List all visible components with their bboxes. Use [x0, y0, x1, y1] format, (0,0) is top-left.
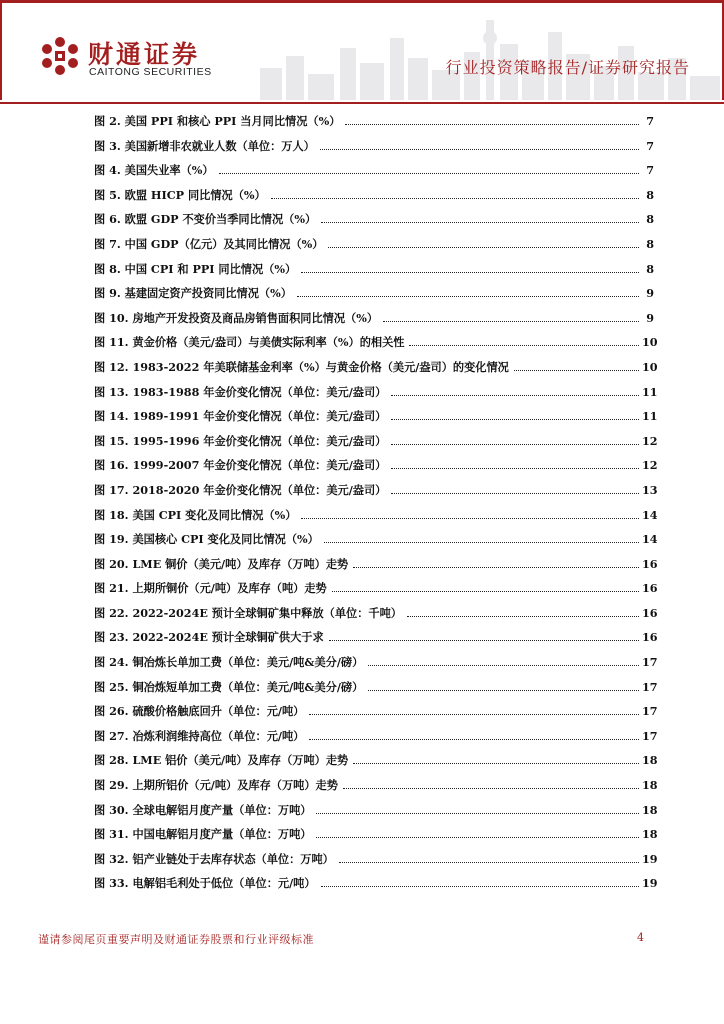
toc-entry[interactable]	[94, 236, 654, 261]
toc-entry[interactable]	[94, 728, 658, 753]
footer-disclaimer: 谨请参阅尾页重要声明及财通证券股票和行业评级标准	[38, 933, 314, 946]
toc-entry[interactable]	[94, 211, 654, 236]
toc-entry-label: 图 11. 黄金价格（美元/盎司）与美债实际利率（%）的相关性	[94, 335, 405, 350]
toc-entry[interactable]	[94, 826, 658, 851]
brand-name-cn: 财通证券	[88, 40, 201, 69]
toc-leader-dots	[353, 763, 639, 764]
toc-entry[interactable]	[94, 384, 658, 409]
toc-entry[interactable]	[94, 679, 658, 704]
brand-name-en: CAITONG SECURITIES	[89, 66, 212, 78]
toc-entry-label: 图 13. 1983-1988 年金价变化情况（单位：美元/盎司）	[94, 384, 387, 399]
toc-entry-label: 图 29. 上期所铝价（元/吨）及库存（万吨）走势	[94, 778, 338, 793]
toc-entry[interactable]	[94, 187, 654, 212]
toc-entry[interactable]	[94, 433, 658, 458]
toc-entry-page: 7	[646, 138, 654, 153]
toc-leader-dots	[514, 370, 639, 371]
toc-entry-page: 9	[646, 310, 654, 325]
toc-leader-dots	[345, 124, 639, 125]
toc-entry[interactable]	[94, 629, 658, 654]
toc-entry-label: 图 31. 中国电解铝月度产量（单位：万吨）	[94, 827, 312, 842]
toc-entry[interactable]	[94, 408, 658, 433]
toc-leader-dots	[391, 395, 639, 396]
toc-entry-label: 图 19. 美国核心 CPI 变化及同比情况（%）	[94, 532, 319, 547]
toc-entry-label: 图 24. 铜冶炼长单加工费（单位：美元/吨&美分/磅）	[94, 655, 364, 670]
toc-leader-dots	[328, 247, 639, 248]
toc-entry-page: 7	[646, 114, 654, 128]
toc-leader-dots	[368, 665, 639, 666]
toc-entry-page: 18	[642, 753, 658, 768]
toc-leader-dots	[329, 640, 639, 641]
toc-entry[interactable]	[94, 457, 658, 482]
toc-entry-label: 图 5. 欧盟 HICP 同比情况（%）	[94, 187, 266, 202]
toc-entry-page: 16	[642, 556, 658, 571]
skyline-watermark	[250, 8, 724, 100]
toc-entry-page: 10	[642, 359, 658, 374]
toc-leader-dots	[309, 714, 639, 715]
toc-entry[interactable]	[94, 752, 658, 777]
toc-entry-label: 图 8. 中国 CPI 和 PPI 同比情况（%）	[94, 261, 297, 276]
toc-entry[interactable]	[94, 285, 654, 310]
toc-leader-dots	[316, 837, 639, 838]
toc-leader-dots	[368, 690, 639, 691]
toc-entry[interactable]	[94, 310, 654, 335]
toc-entry-label: 图 9. 基建固定资产投资同比情况（%）	[94, 286, 292, 301]
toc-leader-dots	[321, 222, 639, 223]
toc-entry-label: 图 6. 欧盟 GDP 不变价当季同比情况（%）	[94, 212, 317, 227]
toc-entry-page: 18	[642, 802, 658, 817]
toc-entry[interactable]	[94, 703, 658, 728]
toc-leader-dots	[321, 886, 639, 887]
toc-entry-page: 16	[642, 630, 658, 645]
toc-entry[interactable]	[94, 138, 654, 163]
figure-table-of-contents	[94, 113, 658, 900]
toc-entry[interactable]	[94, 359, 658, 384]
toc-leader-dots	[391, 419, 639, 420]
toc-leader-dots	[332, 591, 639, 592]
toc-entry-page: 9	[646, 286, 654, 301]
toc-entry[interactable]	[94, 851, 658, 876]
toc-entry[interactable]	[94, 113, 654, 138]
toc-entry[interactable]	[94, 507, 658, 532]
toc-entry-label: 图 30. 全球电解铝月度产量（单位：万吨）	[94, 802, 312, 817]
toc-entry-page: 18	[642, 778, 658, 793]
report-type-title: 行业投资策略报告/证券研究报告	[445, 58, 690, 77]
header-divider	[0, 102, 724, 104]
toc-entry-label: 图 22. 2022-2024E 预计全球铜矿集中释放（单位：千吨）	[94, 605, 402, 620]
toc-entry-page: 10	[642, 335, 658, 350]
toc-entry[interactable]	[94, 482, 658, 507]
toc-entry-label: 图 2. 美国 PPI 和核心 PPI 当月同比情况（%）	[94, 114, 341, 128]
toc-leader-dots	[320, 149, 639, 150]
toc-entry-label: 图 14. 1989-1991 年金价变化情况（单位：美元/盎司）	[94, 409, 387, 424]
toc-entry-page: 12	[642, 433, 658, 448]
toc-leader-dots	[339, 862, 639, 863]
toc-entry-page: 8	[646, 261, 654, 276]
page-number: 4	[637, 931, 644, 944]
toc-entry[interactable]	[94, 580, 658, 605]
toc-entry[interactable]	[94, 531, 658, 556]
toc-leader-dots	[383, 321, 639, 322]
toc-entry-page: 8	[646, 212, 654, 227]
toc-entry-page: 8	[646, 236, 654, 251]
toc-leader-dots	[343, 788, 639, 789]
toc-entry-page: 16	[642, 605, 658, 620]
toc-entry-page: 17	[642, 704, 658, 719]
toc-entry-label: 图 18. 美国 CPI 变化及同比情况（%）	[94, 507, 297, 522]
page-header	[0, 0, 724, 104]
toc-entry-page: 7	[646, 163, 654, 178]
toc-entry-page: 8	[646, 187, 654, 202]
toc-entry-label: 图 21. 上期所铜价（元/吨）及库存（吨）走势	[94, 581, 327, 596]
toc-entry-label: 图 15. 1995-1996 年金价变化情况（单位：美元/盎司）	[94, 433, 387, 448]
toc-leader-dots	[309, 739, 639, 740]
toc-leader-dots	[391, 468, 639, 469]
toc-entry[interactable]	[94, 261, 654, 286]
toc-entry-page: 19	[642, 851, 658, 866]
toc-entry[interactable]	[94, 162, 654, 187]
toc-entry-page: 11	[642, 384, 658, 399]
toc-entry[interactable]	[94, 777, 658, 802]
toc-entry-label: 图 23. 2022-2024E 预计全球铜矿供大于求	[94, 630, 324, 645]
toc-entry[interactable]	[94, 605, 658, 630]
toc-entry-label: 图 3. 美国新增非农就业人数（单位：万人）	[94, 138, 315, 153]
toc-entry-label: 图 28. LME 铝价（美元/吨）及库存（万吨）走势	[94, 753, 349, 768]
toc-entry[interactable]	[94, 802, 658, 827]
toc-entry-page: 19	[642, 876, 658, 891]
toc-entry-page: 16	[642, 581, 658, 596]
toc-entry-label: 图 4. 美国失业率（%）	[94, 163, 214, 178]
toc-entry[interactable]	[94, 556, 658, 581]
toc-entry-label: 图 33. 电解铝毛利处于低位（单位：元/吨）	[94, 876, 316, 891]
toc-entry-page: 17	[642, 679, 658, 694]
toc-entry-label: 图 25. 铜冶炼短单加工费（单位：美元/吨&美分/磅）	[94, 679, 364, 694]
toc-leader-dots	[316, 813, 639, 814]
toc-leader-dots	[301, 272, 639, 273]
toc-entry-label: 图 12. 1983-2022 年美联储基金利率（%）与黄金价格（美元/盎司）的变化情况	[94, 359, 509, 374]
toc-leader-dots	[353, 567, 639, 568]
toc-entry-label: 图 7. 中国 GDP（亿元）及其同比情况（%）	[94, 236, 324, 251]
toc-entry[interactable]	[94, 334, 658, 359]
toc-leader-dots	[297, 296, 639, 297]
toc-entry-page: 14	[642, 532, 658, 547]
toc-entry-page: 18	[642, 827, 658, 842]
toc-leader-dots	[219, 173, 639, 174]
toc-leader-dots	[391, 493, 639, 494]
toc-entry[interactable]	[94, 654, 658, 679]
toc-leader-dots	[271, 198, 639, 199]
toc-entry-label: 图 32. 铝产业链处于去库存状态（单位：万吨）	[94, 851, 334, 866]
toc-entry[interactable]	[94, 875, 658, 900]
toc-entry-page: 11	[642, 409, 658, 424]
toc-entry-label: 图 10. 房地产开发投资及商品房销售面积同比情况（%）	[94, 310, 379, 325]
toc-entry-page: 17	[642, 728, 658, 743]
toc-leader-dots	[409, 345, 639, 346]
toc-leader-dots	[391, 444, 639, 445]
toc-leader-dots	[301, 518, 639, 519]
toc-entry-page: 13	[642, 482, 658, 497]
toc-leader-dots	[407, 616, 639, 617]
caitong-logo-icon	[40, 36, 80, 76]
toc-entry-label: 图 20. LME 铜价（美元/吨）及库存（万吨）走势	[94, 556, 349, 571]
toc-entry-label: 图 16. 1999-2007 年金价变化情况（单位：美元/盎司）	[94, 458, 387, 473]
toc-entry-page: 12	[642, 458, 658, 473]
toc-entry-page: 14	[642, 507, 658, 522]
toc-entry-label: 图 26. 硫酸价格触底回升（单位：元/吨）	[94, 704, 305, 719]
toc-entry-label: 图 17. 2018-2020 年金价变化情况（单位：美元/盎司）	[94, 482, 387, 497]
toc-leader-dots	[324, 542, 639, 543]
toc-entry-page: 17	[642, 655, 658, 670]
toc-entry-label: 图 27. 冶炼利润维持高位（单位：元/吨）	[94, 728, 305, 743]
